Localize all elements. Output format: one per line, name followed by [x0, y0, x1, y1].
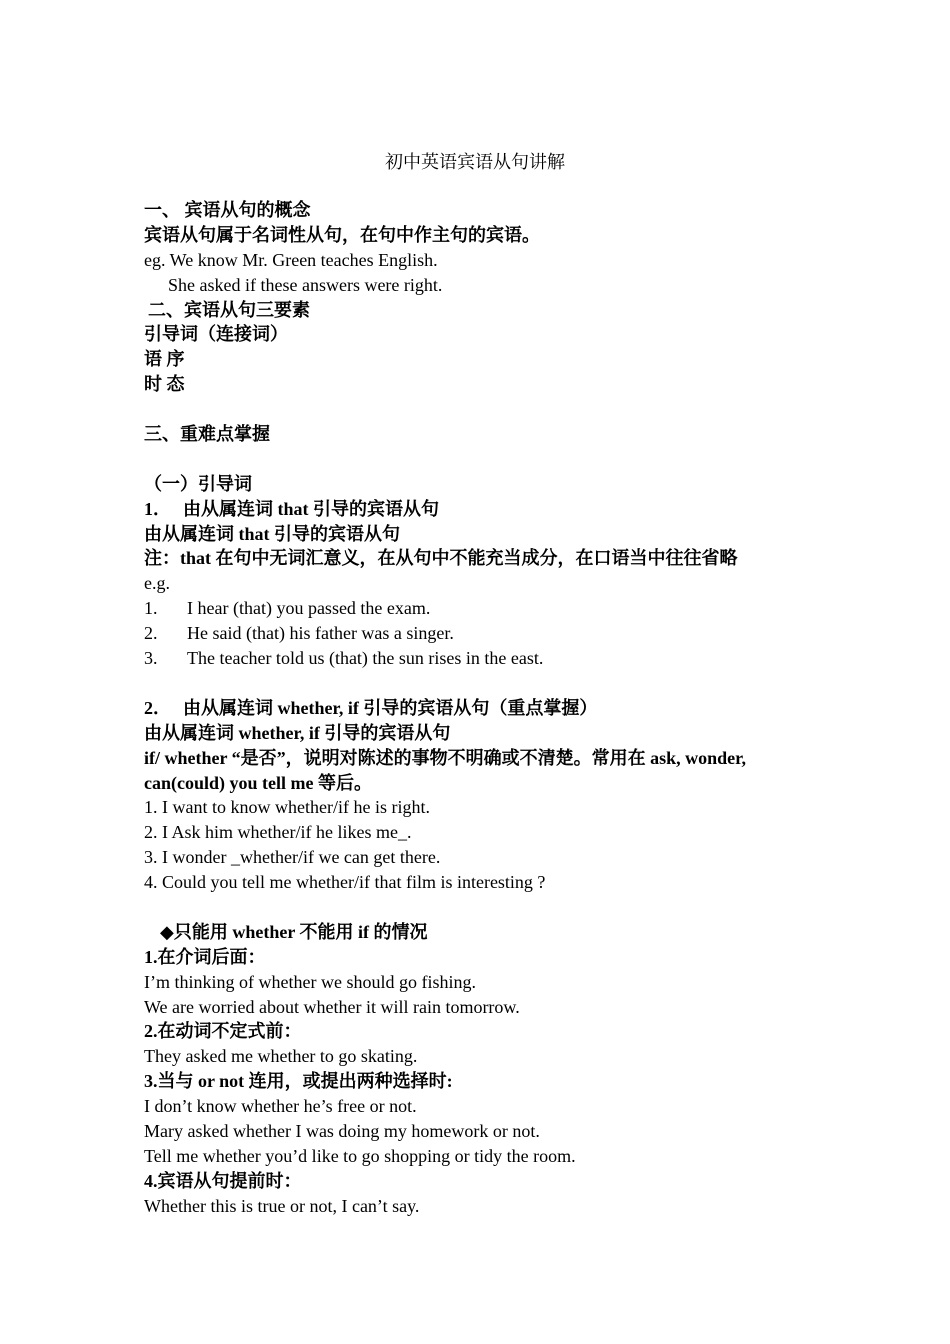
- list-item: 2. I Ask him whether/if he likes me_.: [144, 822, 412, 843]
- point-1-repeat: 由从属连词 that 引导的宾语从句: [144, 523, 400, 544]
- example-line: Tell me whether you’d like to go shopping or tidy the room.: [144, 1145, 576, 1166]
- case-label: 2.在动词不定式前：: [144, 1021, 302, 1042]
- point-number: 2．: [144, 697, 171, 718]
- list-number: 3.: [144, 648, 158, 669]
- list-text: I hear (that) you passed the exam.: [187, 598, 431, 619]
- example-line: eg. We know Mr. Green teaches English.: [144, 249, 438, 270]
- example-line: Whether this is true or not, I can’t say.: [144, 1195, 420, 1216]
- point-number: 1．: [144, 498, 171, 519]
- list-item: 4. Could you tell me whether/if that film is interesting ?: [144, 872, 546, 893]
- case-label: 3.当与 or not 连用，或提出两种选择时:: [144, 1071, 453, 1092]
- eg-label: e.g.: [144, 573, 170, 594]
- list-item: 1. I want to know whether/if he is right.: [144, 797, 430, 818]
- list-item: [144, 621, 824, 646]
- only-whether-heading: ◆只能用 whether 不能用 if 的情况: [160, 921, 428, 942]
- example-line: We are worried about whether it will rain tomorrow.: [144, 996, 520, 1017]
- point-2-repeat: 由从属连词 whether, if 引导的宾语从句: [144, 722, 451, 743]
- example-line: She asked if these answers were right.: [168, 274, 443, 295]
- example-line: Mary asked whether I was doing my homework or not.: [144, 1120, 540, 1141]
- section-2-heading: 二、宾语从句三要素: [148, 299, 310, 320]
- case-label: 1.在介词后面：: [144, 946, 266, 967]
- list-number: 1.: [144, 598, 158, 619]
- example-line: I’m thinking of whether we should go fishing.: [144, 971, 476, 992]
- element-item: 引导词（连接词）: [144, 324, 288, 345]
- example-line: They asked me whether to go skating.: [144, 1046, 418, 1067]
- document-title: 初中英语宾语从句讲解: [385, 152, 565, 172]
- point-2-heading: [144, 696, 824, 721]
- section-1-heading: 一、 宾语从句的概念: [144, 200, 311, 220]
- point-1-heading: [144, 497, 824, 522]
- list-item: 3. I wonder _whether/if we can get there.: [144, 847, 441, 868]
- example-line: I don’t know whether he’s free or not.: [144, 1096, 417, 1117]
- element-item: 语 序: [144, 349, 185, 370]
- spacer: [144, 447, 824, 472]
- subsection-heading: （一）引导词: [144, 473, 252, 494]
- list-text: He said (that) his father was a singer.: [187, 623, 454, 644]
- spacer: [144, 397, 824, 422]
- point-1-note: 注：that 在句中无词汇意义，在从句中不能充当成分，在口语当中往往省略: [144, 548, 738, 569]
- case-label: 4.宾语从句提前时：: [144, 1170, 302, 1191]
- point-2-note: if/ whether “是否”，说明对陈述的事物不明确或不清楚。常用在 ask, wonder, can(could) you tell me 等后。: [144, 747, 747, 793]
- list-text: The teacher told us (that) the sun rises in the east.: [187, 648, 544, 669]
- point-title: 由从属连词 whether, if 引导的宾语从句（重点掌握）: [183, 697, 598, 718]
- list-number: 2.: [144, 623, 158, 644]
- document-body: [144, 198, 824, 1219]
- section-3-heading: 三、重难点掌握: [144, 424, 270, 445]
- spacer: [144, 671, 824, 696]
- section-1-definition: 宾语从句属于名词性从句，在句中作主句的宾语。: [144, 224, 540, 245]
- element-item: 时 态: [144, 374, 185, 395]
- point-title: 由从属连词 that 引导的宾语从句: [183, 498, 439, 519]
- list-item: [144, 646, 824, 671]
- spacer: [144, 895, 824, 920]
- list-item: [144, 596, 824, 621]
